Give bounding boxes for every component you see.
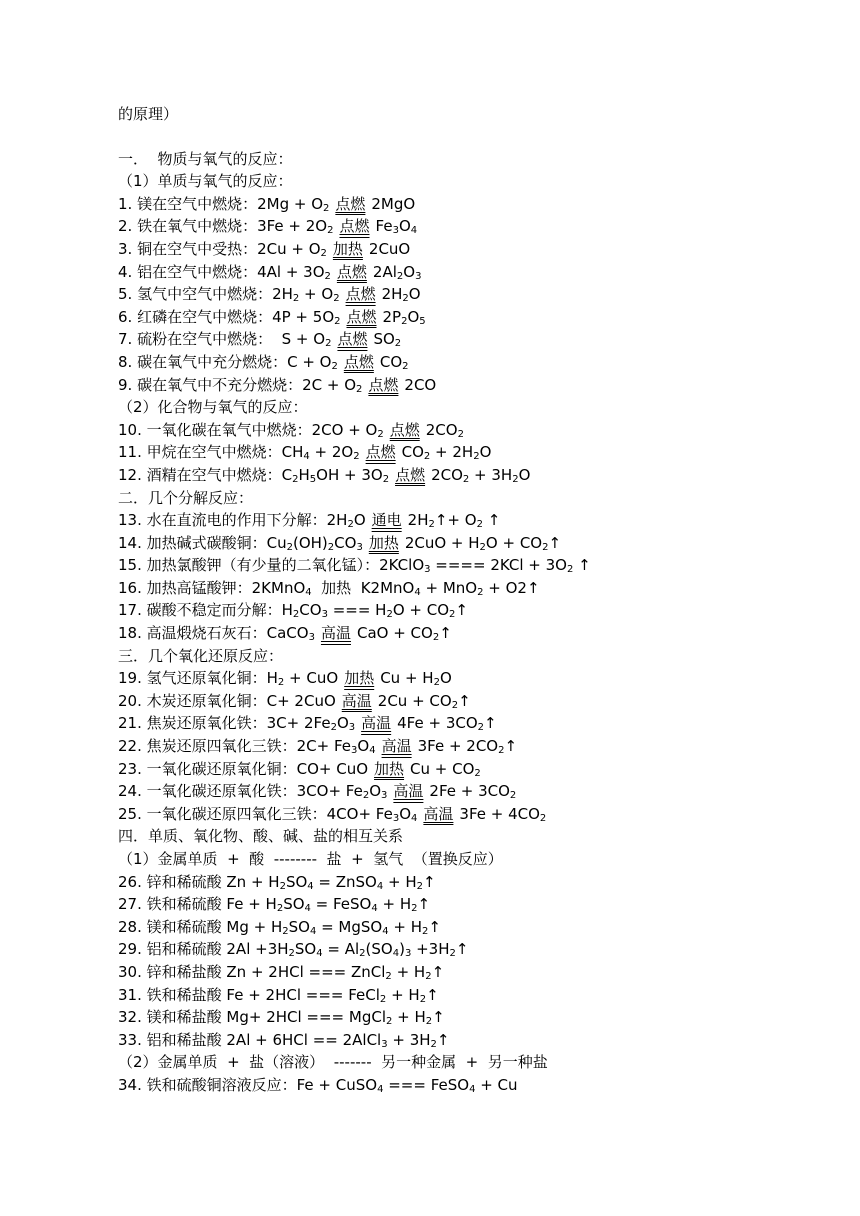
- reaction-condition: 点燃: [343, 352, 374, 371]
- equation-line: 19. 氢气还原氧化铜：$H_2$ + CuO 加热 $Cu + H_2O$: [118, 669, 452, 689]
- equation-line: 34. 铁和硫酸铜溶液反应：Fe + CuSO$_4$ === FeSO$_4$ + Cu: [118, 1075, 518, 1095]
- equation-line: 30. 锌和稀盐酸 Zn + 2HCl === ZnCl$_2$ + $H_2↑$: [118, 962, 445, 982]
- reaction-condition: 高温: [381, 737, 412, 756]
- equation-line: 11. 甲烷在空气中燃烧：$CH_4 + 2O_2$ 点燃 $CO_2 + 2H_2O$: [118, 443, 492, 463]
- subsection-heading: （1）单质与氧气的反应：: [118, 172, 293, 191]
- reaction-condition: 高温: [393, 782, 424, 801]
- reaction-condition: 加热: [332, 239, 363, 258]
- equation-line: 14. 加热碱式碳酸铜：$Cu_2(OH)_2CO_3$ 加热 $2CuO + H_2O$ + $CO_2↑$: [118, 533, 562, 553]
- equation-line: 32. 镁和稀盐酸 Mg+ 2HCl === MgCl$_2$ + $H_2↑$: [118, 1008, 445, 1028]
- equation-line: 25. 一氧化碳还原四氧化三铁：$4CO+ Fe_3O_4$ 高温 $3Fe + 4CO_2$: [118, 804, 547, 824]
- reaction-condition: 点燃: [337, 330, 368, 349]
- reaction-condition: 点燃: [345, 285, 376, 304]
- equation-line: 9. 碳在氧气中不充分燃烧：$2C + O_2$ 点燃 2CO: [118, 375, 437, 395]
- reaction-condition: 加热: [368, 533, 399, 552]
- reaction-condition: 高温: [320, 624, 351, 643]
- reaction-condition: 点燃: [365, 443, 396, 462]
- reaction-condition: 加热: [344, 669, 375, 688]
- reaction-condition: 加热: [374, 759, 405, 778]
- equation-line: 10. 一氧化碳在氧气中燃烧：$2CO + O_2$ 点燃 $2CO_2$: [118, 420, 464, 440]
- equation-line: 2. 铁在氧气中燃烧：$3Fe + 2O_2$ 点燃 $Fe_3O_4$: [118, 217, 418, 237]
- text-line: 的原理）: [118, 105, 179, 123]
- equation-line: 27. 铁和稀硫酸 $Fe + H_2SO_4$ = FeSO$_4$ + $H_2↑$: [118, 895, 431, 915]
- equation-line: 23. 一氧化碳还原氧化铜：CO+ CuO 加热 $Cu + CO_2$: [118, 759, 481, 779]
- section-heading: 四．单质、氧化物、酸、碱、盐的相互关系: [118, 827, 404, 846]
- subsection-heading: （1）金属单质 + 酸 -------- 盐 + 氢气 （置换反应）: [118, 850, 503, 868]
- equation-line: 7. 硫粉在空气中燃烧： $S + O_2$ 点燃 $SO_2$: [118, 330, 402, 350]
- reaction-condition: 点燃: [368, 375, 399, 394]
- equation-line: 4. 铝在空气中燃烧：$4Al + 3O_2$ 点燃 $2Al_2O_3$: [118, 262, 422, 282]
- equation-line: 12. 酒精在空气中燃烧：$C_2H_5OH + 3O_2$ 点燃 $2CO_2 + 3H_2O$: [118, 465, 531, 485]
- reaction-condition: 通电: [371, 511, 402, 530]
- document-page: [118, 103, 818, 1097]
- subsection-heading: （2）化合物与氧气的反应：: [118, 398, 308, 417]
- equation-line: 26. 锌和稀硫酸 $Zn + H_2SO_4$ = ZnSO$_4$ + $H_2↑$: [118, 872, 436, 892]
- equation-line: 22. 焦炭还原四氧化三铁：$2C+ Fe_3O_4$ 高温 $3Fe + 2CO_2↑$: [118, 737, 518, 757]
- equation-line: 21. 焦炭还原氧化铁：$3C+ 2Fe_2O_3$ 高温 $4Fe + 3CO_2↑$: [118, 714, 497, 734]
- section-heading: 二．几个分解反应：: [118, 488, 254, 507]
- section-heading: 一． 物质与氧气的反应：: [118, 149, 293, 168]
- reaction-condition: 高温: [423, 804, 454, 823]
- equation-line: 16. 加热高锰酸钾：2KMnO$_4$ 加热 K2MnO$_4$ + MnO$_2$ + O2↑: [118, 578, 540, 598]
- equation-line: 15. 加热氯酸钾（有少量的二氧化锰）：2KClO$_3$ ==== $2KCl + 3O_2$ ↑: [118, 556, 591, 576]
- reaction-condition: 点燃: [339, 217, 370, 236]
- equation-line: 6. 红磷在空气中燃烧：$4P + 5O_2$ 点燃 $2P_2O_5$: [118, 307, 426, 327]
- equation-line: 24. 一氧化碳还原氧化铁：$3CO+ Fe_2O_3$ 高温 $2Fe + 3CO_2$: [118, 782, 517, 802]
- reaction-condition: 点燃: [336, 262, 367, 281]
- equation-line: 8. 碳在氧气中充分燃烧：$C + O_2$ 点燃 $CO_2$: [118, 352, 409, 372]
- reaction-condition: 高温: [341, 691, 372, 710]
- subsection-heading: （2）金属单质 + 盐（溶液） ------- 另一种金属 + 另一种盐: [118, 1053, 548, 1072]
- reaction-condition: 点燃: [335, 194, 366, 213]
- equation-line: 20. 木炭还原氧化铜：C+ 2CuO 高温 $2Cu + CO_2↑$: [118, 691, 471, 711]
- reaction-condition: 点燃: [389, 420, 420, 439]
- equation-line: 17. 碳酸不稳定而分解：$H_2CO_3$ === $H_2O$ + $CO_2↑$: [118, 601, 468, 621]
- equation-line: 18. 高温煅烧石灰石：CaCO$_3$ 高温 CaO + $CO_2↑$: [118, 624, 452, 644]
- equation-line: 28. 镁和稀硫酸 $Mg + H_2SO_4$ = MgSO$_4$ + $H_2↑$: [118, 917, 441, 937]
- equation-line: 1. 镁在空气中燃烧：$2Mg + O_2$ 点燃 2MgO: [118, 194, 416, 214]
- equation-line: 13. 水在直流电的作用下分解：$2H_2O$ 通电 $2H_2↑+ O_2$ ↑: [118, 511, 501, 531]
- reaction-condition: 点燃: [395, 465, 426, 484]
- equation-line: 33. 铝和稀盐酸 2Al + 6HCl == 2AlCl$_3$ + $3H_2↑$: [118, 1030, 450, 1050]
- equation-line: 29. 铝和稀硫酸 $2Al +3H_2SO_4 = Al_2(SO_4)_3$ $+3H_2↑$: [118, 940, 469, 960]
- equation-line: 3. 铜在空气中受热：$2Cu + O_2$ 加热 2CuO: [118, 239, 411, 259]
- section-heading: 三．几个氧化还原反应：: [118, 646, 284, 665]
- equation-line: 31. 铁和稀盐酸 Fe + 2HCl === FeCl$_2$ + $H_2↑$: [118, 985, 439, 1005]
- equation-line: 5. 氢气中空气中燃烧：$2H_2 + O_2$ 点燃 $2H_2O$: [118, 285, 421, 305]
- reaction-condition: 高温: [361, 714, 392, 733]
- reaction-condition: 点燃: [346, 307, 377, 326]
